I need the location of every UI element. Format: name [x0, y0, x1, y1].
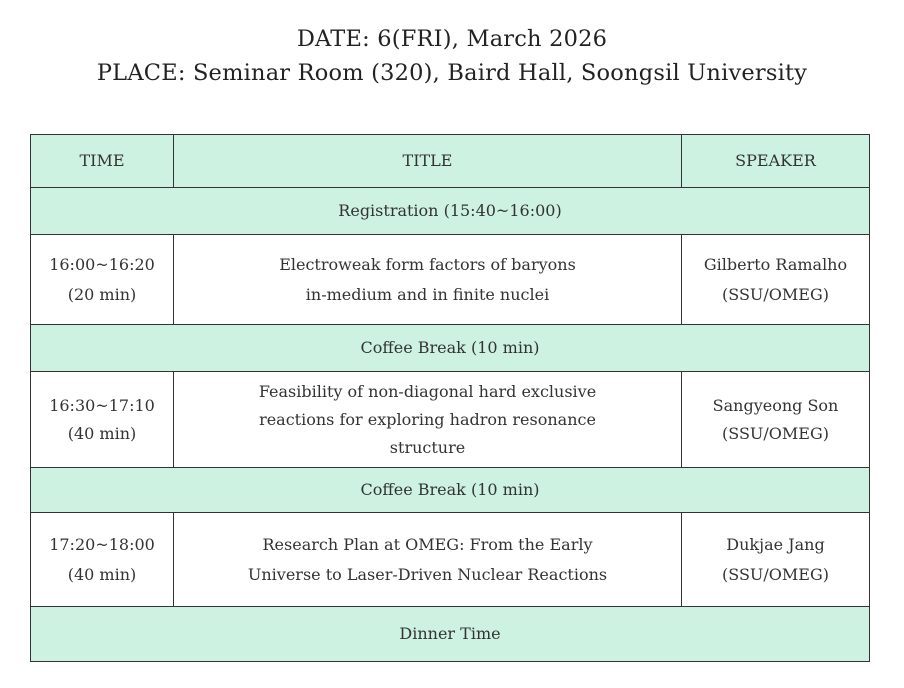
talk-title-line: Universe to Laser-Driven Nuclear Reactions: [247, 564, 608, 584]
speaker-cell: [682, 513, 870, 607]
coffee-break-row: [31, 325, 870, 372]
coffee-break-row: [31, 468, 870, 513]
time-cell: [31, 235, 174, 325]
speaker-affiliation: (SSU/OMEG): [722, 564, 829, 584]
talk-time: 16:00~16:20: [49, 254, 155, 274]
event-header: [0, 22, 904, 90]
table-row: [31, 372, 870, 468]
talk-duration: (40 min): [67, 423, 137, 443]
talk-title-line: Electroweak form factors of baryons: [279, 254, 576, 274]
column-header-speaker: SPEAKER: [682, 135, 870, 188]
talk-time: 17:20~18:00: [49, 534, 155, 554]
title-cell: [174, 235, 682, 325]
registration-cell: Registration (15:40~16:00): [31, 188, 870, 235]
talk-time: 16:30~17:10: [49, 395, 155, 415]
talk-duration: (20 min): [67, 284, 137, 304]
talk-title-line: in-medium and in finite nuclei: [305, 284, 550, 304]
time-cell: [31, 513, 174, 607]
registration-row: [31, 188, 870, 235]
coffee-break-cell: Coffee Break (10 min): [31, 468, 870, 513]
table-header-row: [31, 135, 870, 188]
event-date: DATE: 6(FRI), March 2026: [296, 26, 608, 52]
talk-duration: (40 min): [67, 564, 137, 584]
speaker-affiliation: (SSU/OMEG): [722, 423, 829, 443]
table-row: [31, 513, 870, 607]
title-cell: [174, 372, 682, 468]
speaker-name: Gilberto Ramalho: [703, 254, 848, 274]
speaker-cell: [682, 235, 870, 325]
table-row: [31, 235, 870, 325]
column-header-time: TIME: [31, 135, 174, 188]
dinner-cell: Dinner Time: [31, 607, 870, 662]
talk-title-line: Research Plan at OMEG: From the Early: [262, 534, 593, 554]
dinner-row: [31, 607, 870, 662]
talk-title-line: reactions for exploring hadron resonance: [259, 409, 596, 429]
talk-title-line: structure: [389, 437, 466, 457]
speaker-name: Sangyeong Son: [712, 395, 839, 415]
talk-title-line: Feasibility of non-diagonal hard exclusive: [258, 381, 597, 401]
speaker-name: Dukjae Jang: [726, 534, 825, 554]
time-cell: [31, 372, 174, 468]
speaker-cell: [682, 372, 870, 468]
event-place: PLACE: Seminar Room (320), Baird Hall, Soongsil University: [96, 60, 808, 86]
column-header-title: TITLE: [174, 135, 682, 188]
title-cell: [174, 513, 682, 607]
schedule-table: [30, 134, 870, 662]
speaker-affiliation: (SSU/OMEG): [722, 284, 829, 304]
coffee-break-cell: Coffee Break (10 min): [31, 325, 870, 372]
